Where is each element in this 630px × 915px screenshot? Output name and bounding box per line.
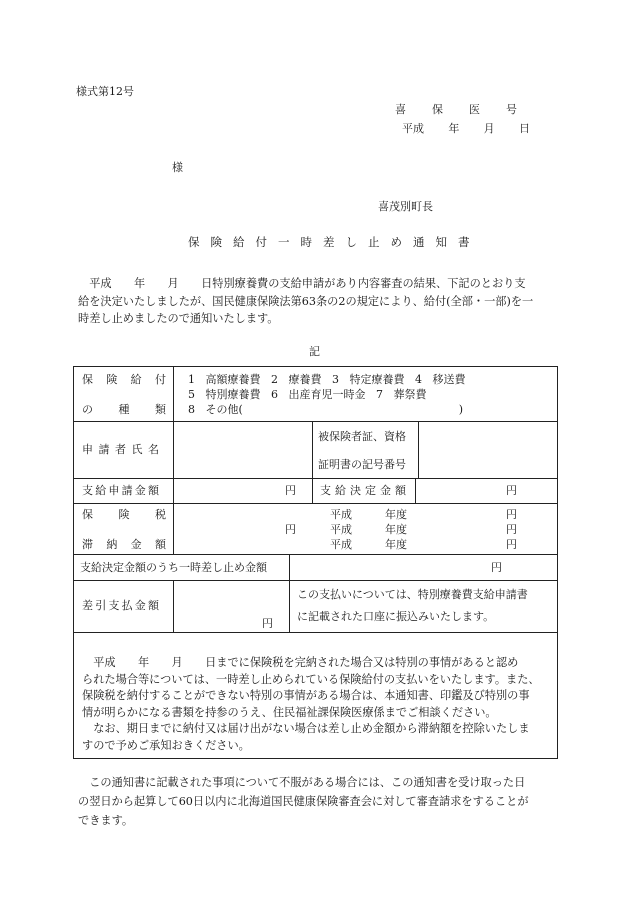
doc-no-char: 号 <box>506 103 517 116</box>
table-col-rule <box>173 580 174 632</box>
label-char: の <box>82 403 93 416</box>
issue-date <box>402 122 530 136</box>
form-number: 様式第12号 <box>76 85 134 98</box>
appeal-line: の翌日から起算して60日以内に北海道国民健康保険審査会に対して審査請求をすることが <box>78 795 529 808</box>
doc-no-char: 医 <box>469 103 480 116</box>
table-col-rule <box>415 478 416 503</box>
date-day: 日 <box>518 122 530 135</box>
table-rule <box>73 554 558 555</box>
type-number: 8 <box>188 403 195 416</box>
tax-arrears-label <box>82 538 166 552</box>
payment-note: に記載された口座に振込みいたします。 <box>297 610 495 623</box>
label-char: 金 <box>130 538 142 551</box>
insured-card-label: 被保険者証、資格 <box>318 430 406 443</box>
body-line: 給を決定いたしましたが、国民健康保険法第63条の2の規定により、給付(全部・一部)を一 <box>78 294 534 308</box>
suspend-amount-yen: 円 <box>491 561 502 574</box>
table-col-rule <box>173 366 174 554</box>
suspend-amount-label: 支給決定金額のうち一時差し止め金額 <box>80 561 267 574</box>
label-char: 類 <box>155 403 166 416</box>
benefit-type-label <box>82 373 166 387</box>
type-name: 出産育児一時金 <box>288 388 366 401</box>
doc-no-char: 保 <box>432 103 443 116</box>
decided-amount-label: 支給決定金額 <box>320 484 410 497</box>
table-border-left <box>73 366 74 632</box>
table-col-rule <box>312 421 313 503</box>
label-char: 納 <box>106 538 118 551</box>
tax-row-era: 平成 <box>330 508 352 521</box>
doc-no-char: 喜 <box>395 103 406 116</box>
appeal-line: できます。 <box>78 814 134 827</box>
other-close-paren: ) <box>458 403 463 416</box>
label-char: 保 <box>82 373 93 386</box>
apply-amount-label: 支給申請金額 <box>82 484 162 497</box>
table-border-right <box>557 366 558 632</box>
benefit-type-label <box>82 403 166 417</box>
type-name: 特別療養費 <box>205 388 261 401</box>
document-title: 保険給付一時差し止め通知書 <box>188 235 481 249</box>
notice-line: すので予めご承知おきください。 <box>82 738 250 752</box>
tax-row-fiscal-year: 年度 <box>385 523 407 536</box>
type-name: 療養費 <box>288 373 322 386</box>
label-char: 保 <box>82 508 93 521</box>
label-char: 税 <box>155 508 166 521</box>
document-number <box>395 103 517 117</box>
insured-card-number-value[interactable] <box>420 423 556 477</box>
payment-note: この支払いについては、特別療養費支給申請書 <box>297 588 528 601</box>
type-number: 5 <box>188 388 195 401</box>
tax-row-yen: 円 <box>506 523 517 536</box>
label-char: 険 <box>106 373 118 386</box>
notice-line: られた場合等については、一時差し止められている保険給付の支払いをいたします。また、 <box>82 672 540 686</box>
type-number: 7 <box>376 388 383 401</box>
date-year: 年 <box>448 122 460 135</box>
table-border-top <box>73 366 558 367</box>
ki-heading: 記 <box>309 345 320 358</box>
date-month: 月 <box>483 122 495 135</box>
type-name: 高額療養費 <box>205 373 261 386</box>
apply-amount-yen: 円 <box>285 484 296 497</box>
type-number: 1 <box>188 373 195 386</box>
label-char: 付 <box>154 373 166 386</box>
notice-line: 平成 年 月 日までに保険税を完納された場合又は特別の事情があると認め <box>93 656 519 669</box>
tax-row-fiscal-year: 年度 <box>385 538 407 551</box>
decided-amount-yen: 円 <box>506 484 517 497</box>
benefit-type-other <box>188 403 463 417</box>
table-rule <box>73 421 558 422</box>
date-era: 平成 <box>402 122 424 135</box>
net-payment-label: 差引支払金額 <box>82 599 162 612</box>
notice-line: 保険税を納付することができない特別の事情がある場合は、本通知書、印鑑及び特別の事 <box>82 689 530 702</box>
notice-line: 情が明らかになる書類を持参のうえ、住民福祉課保険医療係までご相談ください。 <box>82 705 497 719</box>
appeal-line: この通知書に記載された事項について不服がある場合には、この通知書を受け取った日 <box>89 776 526 789</box>
label-char: 額 <box>154 538 166 551</box>
tax-row-fiscal-year: 年度 <box>385 508 407 521</box>
label-char: 給 <box>130 373 142 386</box>
type-name: その他( <box>205 403 243 416</box>
table-rule <box>73 580 558 581</box>
table-rule <box>73 478 558 479</box>
tax-row-yen: 円 <box>506 538 517 551</box>
body-line: 平成 年 月 日特別療養費の支給申請があり内容審査の結果、下記のとおり支 <box>89 277 526 290</box>
applicant-name-value[interactable] <box>175 423 311 477</box>
tax-arrears-total-yen: 円 <box>285 523 296 536</box>
label-char: 険 <box>118 508 130 521</box>
applicant-name-label: 申請者氏名 <box>82 443 165 456</box>
table-col-rule <box>418 421 419 478</box>
type-name: 葬祭費 <box>393 388 427 401</box>
net-payment-yen: 円 <box>262 617 273 630</box>
type-name: 移送費 <box>432 373 466 386</box>
table-rule <box>73 503 558 504</box>
appeal-text <box>78 773 568 830</box>
benefit-type-row <box>188 388 427 402</box>
tax-row-yen: 円 <box>506 508 517 521</box>
label-char: 種 <box>118 403 130 416</box>
tax-arrears-label <box>82 508 166 522</box>
notice-line: なお、期日までに納付又は届け出がない場合は差し止め金額から滞納額を控除いたしま <box>93 722 530 735</box>
type-number: 6 <box>271 388 278 401</box>
tax-row-era: 平成 <box>330 538 352 551</box>
table-col-rule <box>289 554 290 580</box>
type-name: 特定療養費 <box>349 373 405 386</box>
recipient-honorific: 様 <box>172 161 183 174</box>
benefit-type-row <box>188 373 466 387</box>
body-text <box>78 275 568 328</box>
label-char: 滞 <box>82 538 93 551</box>
issuer-name: 喜茂別町長 <box>378 200 433 213</box>
notice-text <box>82 655 552 754</box>
table-col-rule <box>289 580 290 632</box>
insured-card-label: 証明書の記号番号 <box>318 458 406 471</box>
type-number: 4 <box>415 373 422 386</box>
type-number: 3 <box>332 373 339 386</box>
tax-row-era: 平成 <box>330 523 352 536</box>
type-number: 2 <box>271 373 278 386</box>
body-line: 時差し止めましたので通知いたします。 <box>78 312 279 325</box>
